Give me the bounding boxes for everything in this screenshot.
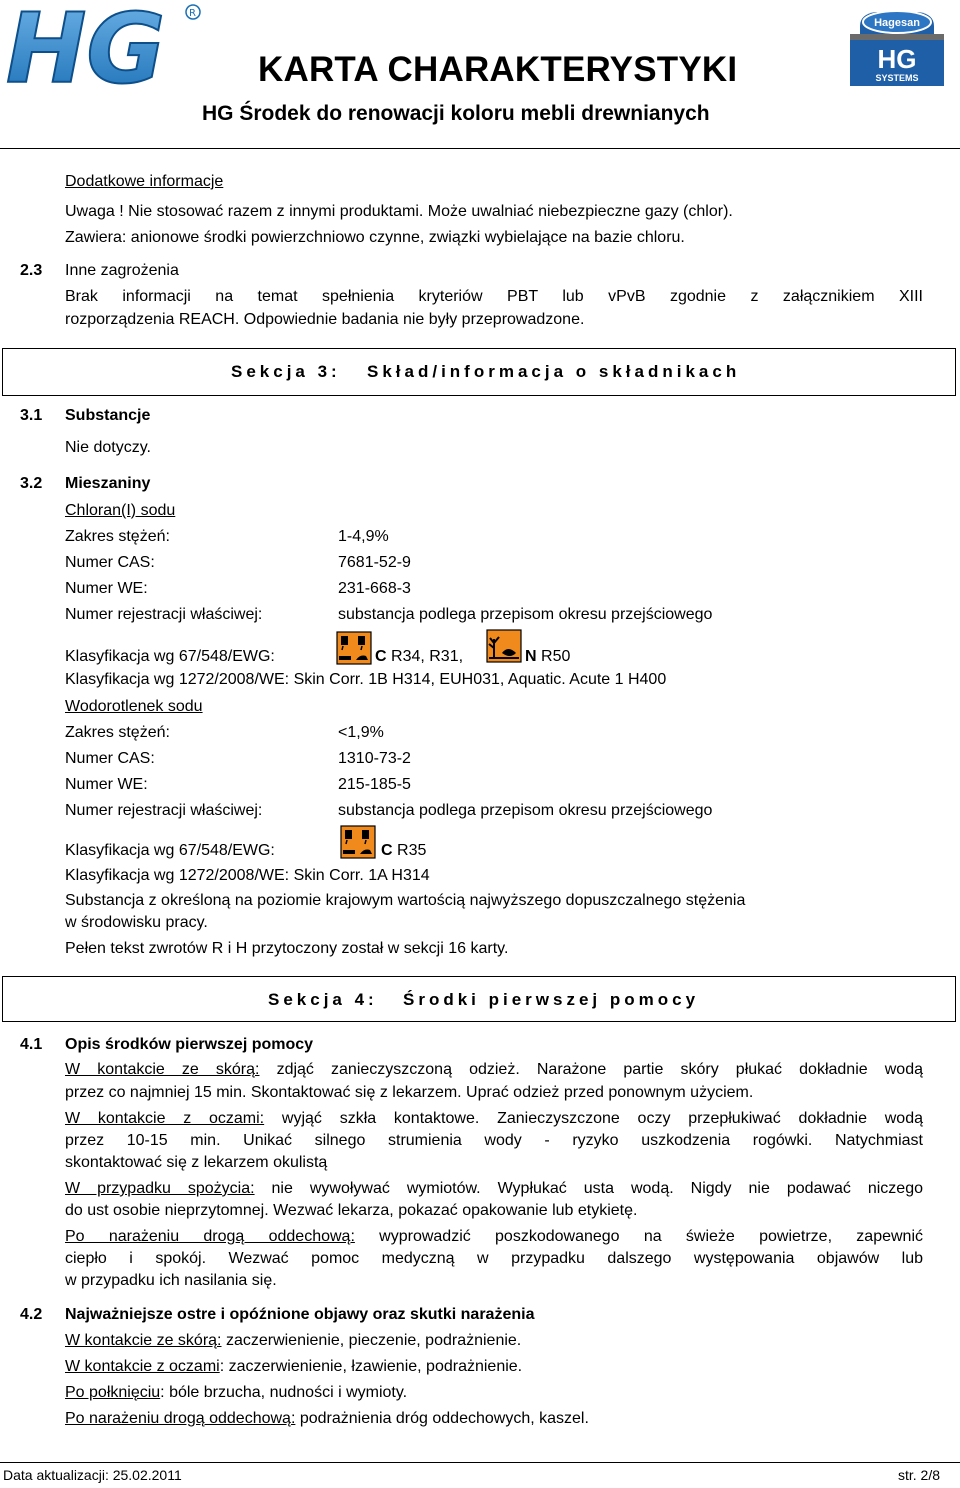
paragraph-line: Po narażeniu drogą oddechową: podrażnienia dróg oddechowych, kaszel. — [65, 1410, 589, 1427]
field-value: 1-4,9% — [338, 528, 389, 545]
substance-name: Wodorotlenek sodu — [65, 698, 203, 715]
subsection-title: Mieszaniny — [65, 475, 151, 492]
paragraph-line: Po narażeniu drogą oddechową: wyprowadzić poszkodowanego na świeże powietrze, zapewnić — [65, 1228, 924, 1245]
hagesan-logo — [842, 4, 952, 92]
subsection-title: Substancje — [65, 407, 151, 424]
paragraph-line: rozporządzenia REACH. Odpowiednie badania nie były przeprowadzone. — [65, 311, 585, 328]
corrosive-icon — [336, 631, 372, 665]
paragraph-line: W kontakcie ze skórą: zdjąć zanieczyszczoną odzież. Narażone partie skóry płukać dokładnie wodą — [65, 1061, 923, 1078]
class-phrases: R34, R31, — [386, 648, 464, 665]
section-number: 3.2 — [20, 475, 43, 492]
paragraph-line: przez co najmniej 15 min. Skontaktować się z lekarzem. Uprać odzież przed ponownym użyciem. — [65, 1084, 754, 1101]
paragraph-line: w przypadku ich nasilania się. — [65, 1272, 277, 1289]
class-symbol: C — [381, 842, 393, 859]
section-4-label: Sekcja 4: — [268, 990, 378, 1009]
field-label: Klasyfikacja wg 67/548/EWG: — [65, 648, 275, 665]
paragraph-line: W kontakcie z oczami: wyjąć szkła kontaktowe. Zanieczyszczone oczy przepłukiwać dokładnie wodą — [65, 1110, 924, 1127]
paragraph-line: skontaktować się z lekarzem okulistą — [65, 1154, 328, 1171]
class-symbol: N — [525, 648, 537, 665]
paragraph-line: w środowisku pracy. — [65, 914, 208, 931]
clp-classification: Klasyfikacja wg 1272/2008/WE: Skin Corr. 1A H314 — [65, 867, 430, 884]
logo-text: HG — [6, 0, 166, 95]
class-phrases: R50 — [536, 648, 571, 665]
product-name: HG Środek do renowacji koloru mebli drewnianych — [202, 102, 710, 125]
paragraph-line: W przypadku spożycia: nie wywoływać wymiotów. Wypłukać usta wodą. Nigdy nie podawać niczego — [65, 1180, 924, 1197]
field-label: Zakres stężeń: — [65, 724, 170, 741]
svg-text:SYSTEMS: SYSTEMS — [875, 73, 919, 83]
class-symbol: C — [375, 648, 387, 665]
footer-divider — [0, 1462, 960, 1463]
section-number: 4.1 — [20, 1036, 43, 1053]
corrosive-icon — [340, 825, 376, 859]
field-value: substancja podlega przepisom okresu przejściowego — [338, 606, 713, 623]
section-number: 2.3 — [20, 262, 43, 279]
svg-text:Hagesan: Hagesan — [874, 17, 920, 29]
substance-name: Chloran(I) sodu — [65, 502, 176, 519]
section-number: 3.1 — [20, 407, 43, 424]
extra-info-heading: Dodatkowe informacje — [65, 173, 224, 190]
paragraph-line: Po połknięciu: bóle brzucha, nudności i wymioty. — [65, 1384, 408, 1401]
page-number: str. 2/8 — [897, 1467, 940, 1483]
svg-text:R: R — [189, 8, 196, 19]
paragraph-line: do ust osobie nieprzytomnej. Wezwać lekarza, pokazać opakowanie lub etykietę. — [65, 1202, 638, 1219]
class-phrases: R35 — [392, 842, 427, 859]
paragraph-line: Brak informacji na temat spełnienia kryteriów PBT lub vPvB zgodnie z załącznikiem XIII — [65, 288, 923, 305]
hg-logo — [0, 0, 215, 95]
clp-classification: Klasyfikacja wg 1272/2008/WE: Skin Corr. 1B H314, EUH031, Aquatic. Acute 1 H400 — [65, 671, 667, 688]
paragraph-line: przez 10-15 min. Unikać silnego strumienia wody - ryzyko uszkodzenia rogówki. Natychmiast — [65, 1132, 923, 1149]
field-label: Numer WE: — [65, 580, 148, 597]
field-value: 231-668-3 — [338, 580, 411, 597]
field-label: Zakres stężeń: — [65, 528, 170, 545]
field-value: 7681-52-9 — [338, 554, 411, 571]
field-value: substancja podlega przepisom okresu przejściowego — [338, 802, 713, 819]
subsection-title: Inne zagrożenia — [65, 262, 179, 279]
extra-info-line: Zawiera: anionowe środki powierzchniowo czynne, związki wybielające na bazie chloru. — [65, 229, 685, 246]
header-divider — [0, 148, 960, 149]
svg-text:HG: HG — [877, 44, 917, 74]
extra-info-line: Uwaga ! Nie stosować razem z innymi produktami. Może uwalniać niebezpieczne gazy (chlor). — [65, 203, 733, 220]
field-value: <1,9% — [338, 724, 384, 741]
environment-hazard-icon — [486, 629, 522, 663]
subsection-title: Najważniejsze ostre i opóźnione objawy oraz skutki narażenia — [65, 1306, 535, 1323]
document-title: KARTA CHARAKTERYSTYKI — [258, 50, 738, 89]
section-3-title: Skład/informacja o składnikach — [367, 362, 741, 381]
paragraph-line: Substancja z określoną na poziomie krajowym wartością najwyższego dopuszczalnego stężenia — [65, 892, 746, 909]
field-value: 1310-73-2 — [338, 750, 411, 767]
paragraph-line: ciepło i spokój. Wezwać pomoc medyczną w przypadku dalszego występowania objawów lub — [65, 1250, 923, 1267]
field-value: 215-185-5 — [338, 776, 411, 793]
section-4-title: Środki pierwszej pomocy — [403, 990, 700, 1009]
paragraph-line: W kontakcie z oczami: zaczerwienienie, łzawienie, podrażnienie. — [65, 1358, 523, 1375]
field-label: Numer rejestracji właściwej: — [65, 606, 263, 623]
field-label: Numer CAS: — [65, 750, 155, 767]
field-label: Klasyfikacja wg 67/548/EWG: — [65, 842, 275, 859]
subsection-title: Opis środków pierwszej pomocy — [65, 1036, 314, 1053]
field-label: Numer WE: — [65, 776, 148, 793]
paragraph-line: Nie dotyczy. — [65, 439, 151, 456]
section-number: 4.2 — [20, 1306, 43, 1323]
field-label: Numer CAS: — [65, 554, 155, 571]
paragraph-line: W kontakcie ze skórą: zaczerwienienie, pieczenie, podrażnienie. — [65, 1332, 522, 1349]
field-label: Numer rejestracji właściwej: — [65, 802, 263, 819]
paragraph-line: Pełen tekst zwrotów R i H przytoczony został w sekcji 16 karty. — [65, 940, 509, 957]
section-3-label: Sekcja 3: — [231, 362, 341, 381]
update-date: Data aktualizacji: 25.02.2011 — [3, 1467, 182, 1483]
